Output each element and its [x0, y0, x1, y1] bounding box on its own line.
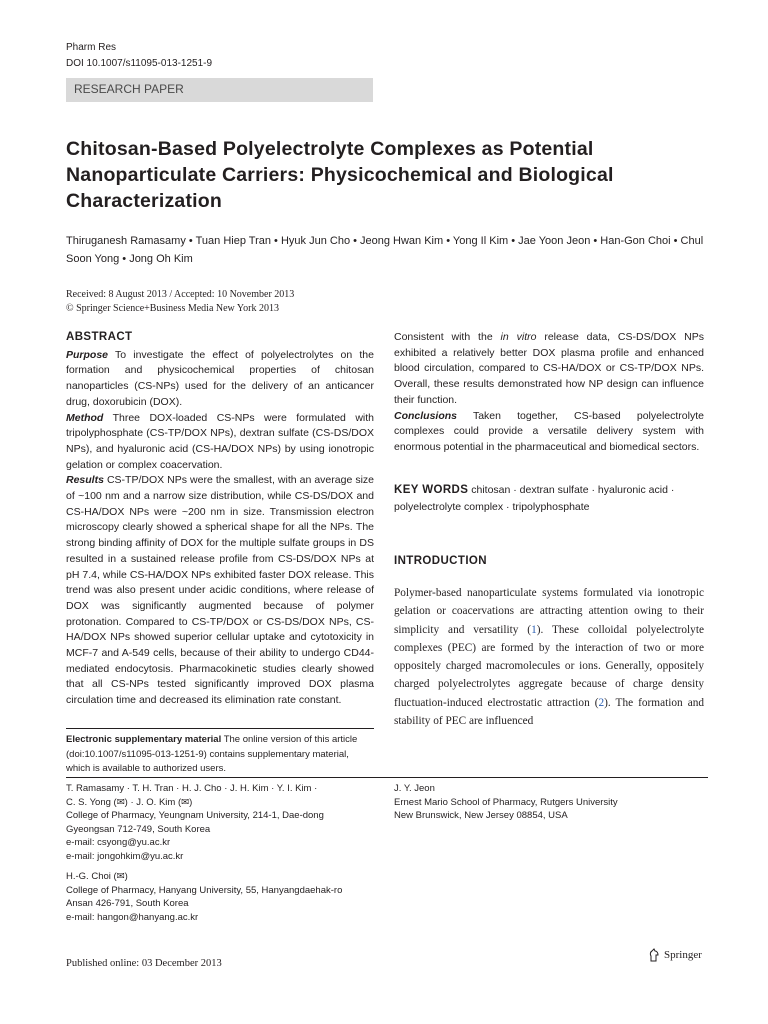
affiliation-line: New Brunswick, New Jersey 08854, USA — [394, 810, 568, 822]
esm-text: The online version of this article (doi:10.1007/s11095-013-1251-9) contains supplementary material, which is available to authorized users. — [66, 734, 358, 774]
results-label: Results — [66, 474, 104, 487]
abstract-purpose — [66, 348, 374, 411]
springer-horse-icon — [648, 948, 660, 962]
keywords-label: KEY WORDS — [394, 484, 469, 496]
publisher-name: Springer — [664, 949, 702, 961]
affiliation-line: J. Y. Jeon — [394, 783, 435, 794]
purpose-text: To investigate the effect of polyelectrolytes on the formation and physicochemical properties of chitosan nanoparticles (CS-NPs) used for the delivery of an anticancer drug, doxorubicin (DOX). — [66, 348, 374, 408]
conclusions-text: Taken together, CS-based polyelectrolyte complexes could provide a versatile delivery system with enormous potential in the pharmaceutical and biomedical sectors. — [394, 409, 704, 453]
keywords-text: chitosan · dextran sulfate · hyaluronic acid · polyelectrolyte complex · tripolyphosphate — [394, 484, 675, 513]
reference-link-1[interactable]: 1 — [531, 623, 537, 636]
doi: DOI 10.1007/s11095-013-1251-9 — [66, 58, 213, 69]
article-type-banner — [66, 78, 373, 102]
email-csyong[interactable]: e-mail: csyong@yu.ac.kr — [66, 837, 171, 849]
keywords — [394, 482, 704, 516]
results-text: CS-TP/DOX NPs were the smallest, with an average size of ~100 nm and a narrow size distribution, while CS-DS/DOX and CS-HA/DOX NPs were ~200 nm in size. Transmission electron microscopy clearly showed a spherical shape for all the NPs. The strong binding affinity of DOX for the multiple sulfate groups in DS resulted in a sustained release profile from CS-DS/DOX NPs at pH 7.4, while CS-HA/DOX NPs exhibited faster DOX release. This trend was also present under acidic conditions, where release of DOX was significantly augmented because of polymer protonation. Compared to CS-TP/DOX or CS-DS/DOX NPs, CS-HA/DOX NPs showed superior cellular uptake and cytotoxicity in MCF-7 and A-549 cells, because of their ability to undergo CD44-mediated endocytosis. Pharmacokinetic studies clearly showed that all CS-NPs tested significantly improved DOX plasma circulation time and decreased its elimination rate constant. — [66, 474, 374, 707]
affiliation-line: Gyeongsan 712-749, South Korea — [66, 823, 211, 835]
affiliation-line: T. Ramasamy · T. H. Tran · H. J. Cho · J. H. Kim · Y. I. Kim · — [66, 783, 318, 794]
email-jongohkim[interactable]: e-mail: jongohkim@yu.ac.kr — [66, 850, 184, 862]
reference-link-2[interactable]: 2 — [598, 696, 605, 709]
esm-divider — [66, 728, 374, 729]
method-label: Method — [66, 411, 104, 424]
affiliation-line: Ansan 426-791, South Korea — [66, 898, 189, 910]
affiliation-block-1 — [66, 782, 376, 864]
abstract-results-continued — [394, 330, 704, 409]
published-online: Published online: 03 December 2013 — [66, 958, 222, 969]
intro-text-3: ). The formation and stability of PEC are influenced — [394, 696, 705, 728]
intro-text-2: ). These colloidal polyelectrolyte complexes (PEC) are formed by the interaction of two or more oppositely charged macromolecules or ions. Generally, oppositely charged polyelectrolytes aggregate because of charge density fluctuation-induced electrostatic attraction ( — [394, 623, 704, 709]
copyright-line: © Springer Science+Business Media New York 2013 — [66, 303, 279, 314]
in-vitro-italic: in vitro — [500, 331, 537, 343]
abstract-heading: ABSTRACT — [66, 331, 133, 343]
results-cont-text: Consistent with the — [394, 331, 501, 343]
publication-dates — [66, 288, 294, 316]
purpose-label: Purpose — [66, 348, 109, 361]
received-accepted: Received: 8 August 2013 / Accepted: 10 November 2013 — [66, 289, 295, 300]
abstract-right-column — [394, 330, 704, 456]
results-cont-text-2: release data, CS-DS/DOX NPs exhibited a relatively better DOX plasma profile and enhanced blood circulation, compared to CS-HA/DOX or CS-TP/DOX NPs. Overall, these results demonstrated how NP design can influence their function. — [394, 331, 704, 406]
abstract-method — [66, 411, 374, 474]
affiliation-line: College of Pharmacy, Yeungnam University, 214-1, Dae-dong — [66, 810, 324, 822]
journal-name: Pharm Res — [66, 42, 117, 53]
article-type-label: RESEARCH PAPER — [74, 82, 184, 96]
esm-label: Electronic supplementary material — [66, 734, 222, 745]
conclusions-label: Conclusions — [394, 409, 458, 422]
publisher-logo — [648, 948, 702, 962]
affiliation-divider — [66, 777, 708, 778]
abstract-results — [66, 473, 374, 709]
affiliation-line: College of Pharmacy, Hanyang University, 55, Hanyangdaehak-ro — [66, 884, 343, 896]
affiliation-block-3 — [394, 782, 704, 823]
affiliation-line: H.-G. Choi (✉) — [66, 871, 128, 882]
affiliation-block-2 — [66, 870, 376, 924]
electronic-supplementary-material — [66, 733, 374, 777]
abstract-left-column — [66, 330, 374, 709]
introduction-heading: INTRODUCTION — [394, 555, 487, 567]
email-hangon[interactable]: e-mail: hangon@hanyang.ac.kr — [66, 911, 199, 923]
affiliation-line: C. S. Yong (✉) · J. O. Kim (✉) — [66, 796, 193, 808]
method-text: Three DOX-loaded CS-NPs were formulated with tripolyphosphate (CS-TP/DOX NPs), dextran sulfate (CS-DS/DOX NPs), and hyaluronic acid (CS-HA/DOX NPs) by using ionotropic gelation or complex coacervation. — [66, 411, 374, 471]
abstract-conclusions — [394, 409, 704, 456]
introduction-paragraph — [394, 584, 704, 730]
affiliation-line: Ernest Mario School of Pharmacy, Rutgers University — [394, 796, 618, 808]
intro-text-1: Polymer-based nanoparticulate systems formulated via ionotropic gelation or coacervations are attracting attention owing to their simplicity and versatility ( — [394, 587, 704, 636]
author-list: Thiruganesh Ramasamy • Tuan Hiep Tran • Hyuk Jun Cho • Jeong Hwan Kim • Yong Il Kim • Jae Yoon Jeon • Han-Gon Choi • Chul Soon Yong • Jong Oh Kim — [66, 235, 704, 265]
paper-title: Chitosan-Based Polyelectrolyte Complexes as Potential Nanoparticulate Carriers: Physicochemical and Biological Characterization — [66, 138, 614, 212]
